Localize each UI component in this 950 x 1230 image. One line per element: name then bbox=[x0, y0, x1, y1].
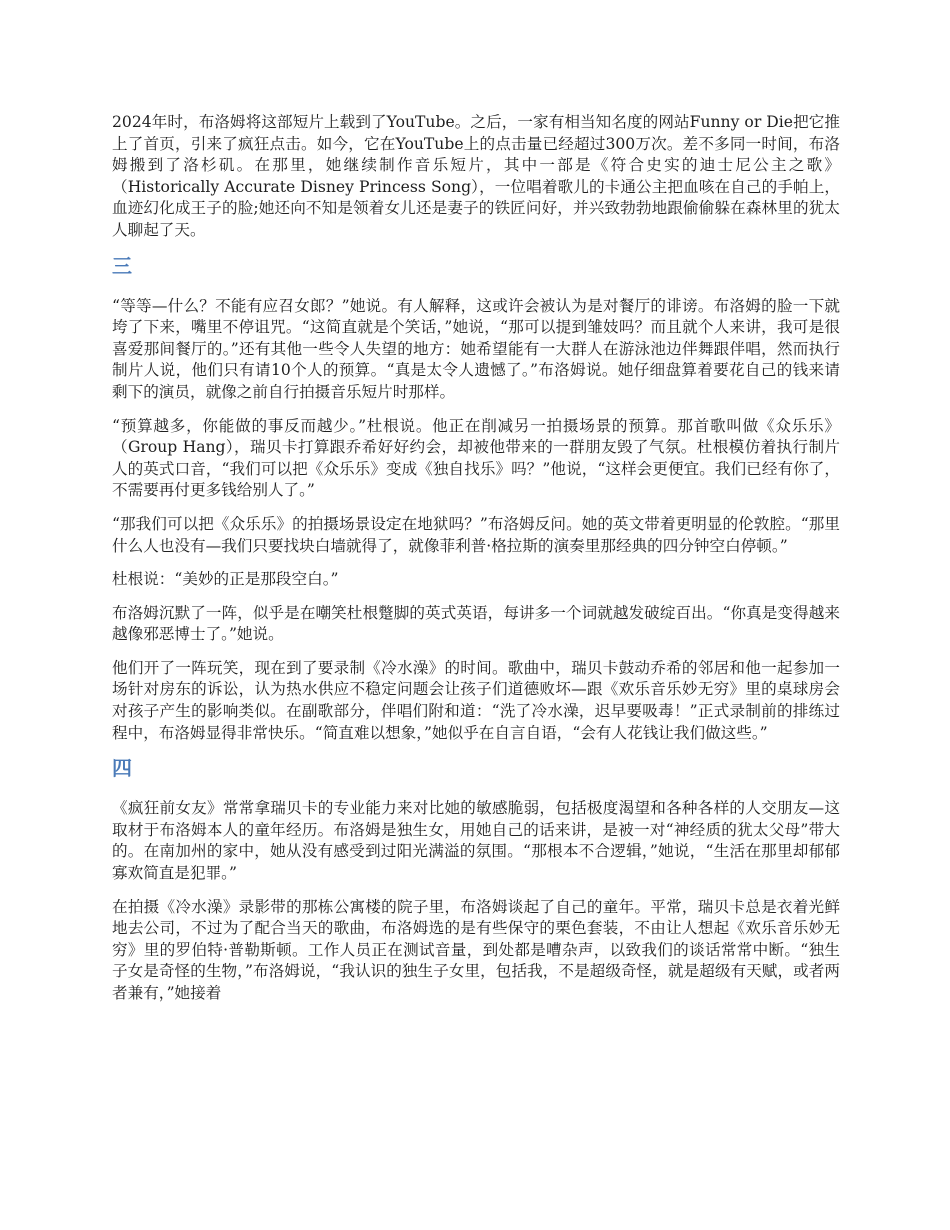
paragraph: 《疯狂前女友》常常拿瑞贝卡的专业能力来对比她的敏感脆弱，包括极度渴望和各种各样的人交朋友—这取材于布洛姆本人的童年经历。布洛姆是独生女，用她自己的话来讲，是被一对“神经质的犹太父母”带大的。在南加州的家中，她从没有感受到过阳光满溢的氛围。“那根本不合逻辑，”她说，“生活在那里却郁郁寡欢简直是犯罪。” bbox=[112, 799, 840, 883]
paragraph: “那我们可以把《众乐乐》的拍摄场景设定在地狱吗？”布洛姆反问。她的英文带着更明显的伦敦腔。“那里什么人也没有—我们只要找块白墙就得了，就像菲利普·格拉斯的演奏里那经典的四分钟空白停顿。” bbox=[112, 514, 840, 555]
paragraph: 他们开了一阵玩笑，现在到了要录制《冷水澡》的时间。歌曲中，瑞贝卡鼓动乔希的邻居和他一起参加一场针对房东的诉讼，认为热水供应不稳定问题会让孩子们道德败坏—跟《欢乐音乐妙无穷》里的桌球房会对孩子产生的影响类似。在副歌部分，伴唱们附和道：“洗了冷水澡，迟早要吸毒！”正式录制前的排练过程中，布洛姆显得非常快乐。“简直难以想象，”她似乎在自言自语，“会有人花钱让我们做这些。” bbox=[112, 658, 840, 742]
article-body bbox=[112, 112, 840, 1017]
paragraph: “等等—什么？不能有应召女郎？”她说。有人解释，这或许会被认为是对餐厅的诽谤。布洛姆的脸一下就垮了下来，嘴里不停诅咒。“这简直就是个笑话，”她说，“那可以提到雏妓吗？而且就个人来讲，我可是很喜爱那间餐厅的。”还有其他一些令人失望的地方：她希望能有一大群人在游泳池边伴舞跟伴唱，然而执行制片人说，他们只有请10个人的预算。“真是太令人遗憾了。”布洛姆说。她仔细盘算着要花自己的钱来请剩下的演员，就像之前自行拍摄音乐短片时那样。 bbox=[112, 296, 840, 401]
paragraph: 布洛姆沉默了一阵，似乎是在嘲笑杜根蹩脚的英式英语，每讲多一个词就越发破绽百出。“你真是变得越来越像邪恶博士了。”她说。 bbox=[112, 603, 840, 644]
paragraph: “预算越多，你能做的事反而越少。”杜根说。他正在削减另一拍摄场景的预算。那首歌叫做《众乐乐》（Group Hang），瑞贝卡打算跟乔希好好约会，却被他带来的一群朋友毁了气氛。杜根模仿着执行制片人的英式口音，“我们可以把《众乐乐》变成《独自找乐》吗？”他说，“这样会更便宜。我们已经有你了，不需要再付更多钱给别人了。” bbox=[112, 416, 840, 500]
paragraph: 在拍摄《冷水澡》录影带的那栋公寓楼的院子里，布洛姆谈起了自己的童年。平常，瑞贝卡总是衣着光鲜地去公司，不过为了配合当天的歌曲，布洛姆选的是有些保守的栗色套装，不由让人想起《欢乐音乐妙无穷》里的罗伯特·普勒斯顿。工作人员正在测试音量，到处都是嘈杂声，以致我们的谈话常常中断。“独生子女是奇怪的生物，”布洛姆说，“我认识的独生子女里，包括我，不是超级奇怪，就是超级有天赋，或者两者兼有，”她接着 bbox=[112, 897, 840, 1002]
paragraph: 杜根说：“美妙的正是那段空白。” bbox=[112, 570, 339, 589]
paragraph: 2024年时，布洛姆将这部短片上载到了YouTube。之后，一家有相当知名度的网站Funny or Die把它推上了首页，引来了疯狂点击。如今，它在YouTube上的点击量已经超过300万次。差不多同一时间，布洛姆搬到了洛杉矶。在那里，她继续制作音乐短片，其中一部是《符合史实的迪士尼公主之歌》（Historically Accurate Disney Princess Song），一位唱着歌儿的卡通公主把血咳在自己的手帕上，血迹幻化成王子的脸;她还向不知是领着女儿还是妻子的铁匠问好，并兴致勃勃地跟偷偷躲在森林里的犹太人聊起了天。 bbox=[112, 113, 840, 239]
section-heading-4: 四 bbox=[112, 756, 132, 781]
section-heading-3: 三 bbox=[112, 253, 132, 278]
